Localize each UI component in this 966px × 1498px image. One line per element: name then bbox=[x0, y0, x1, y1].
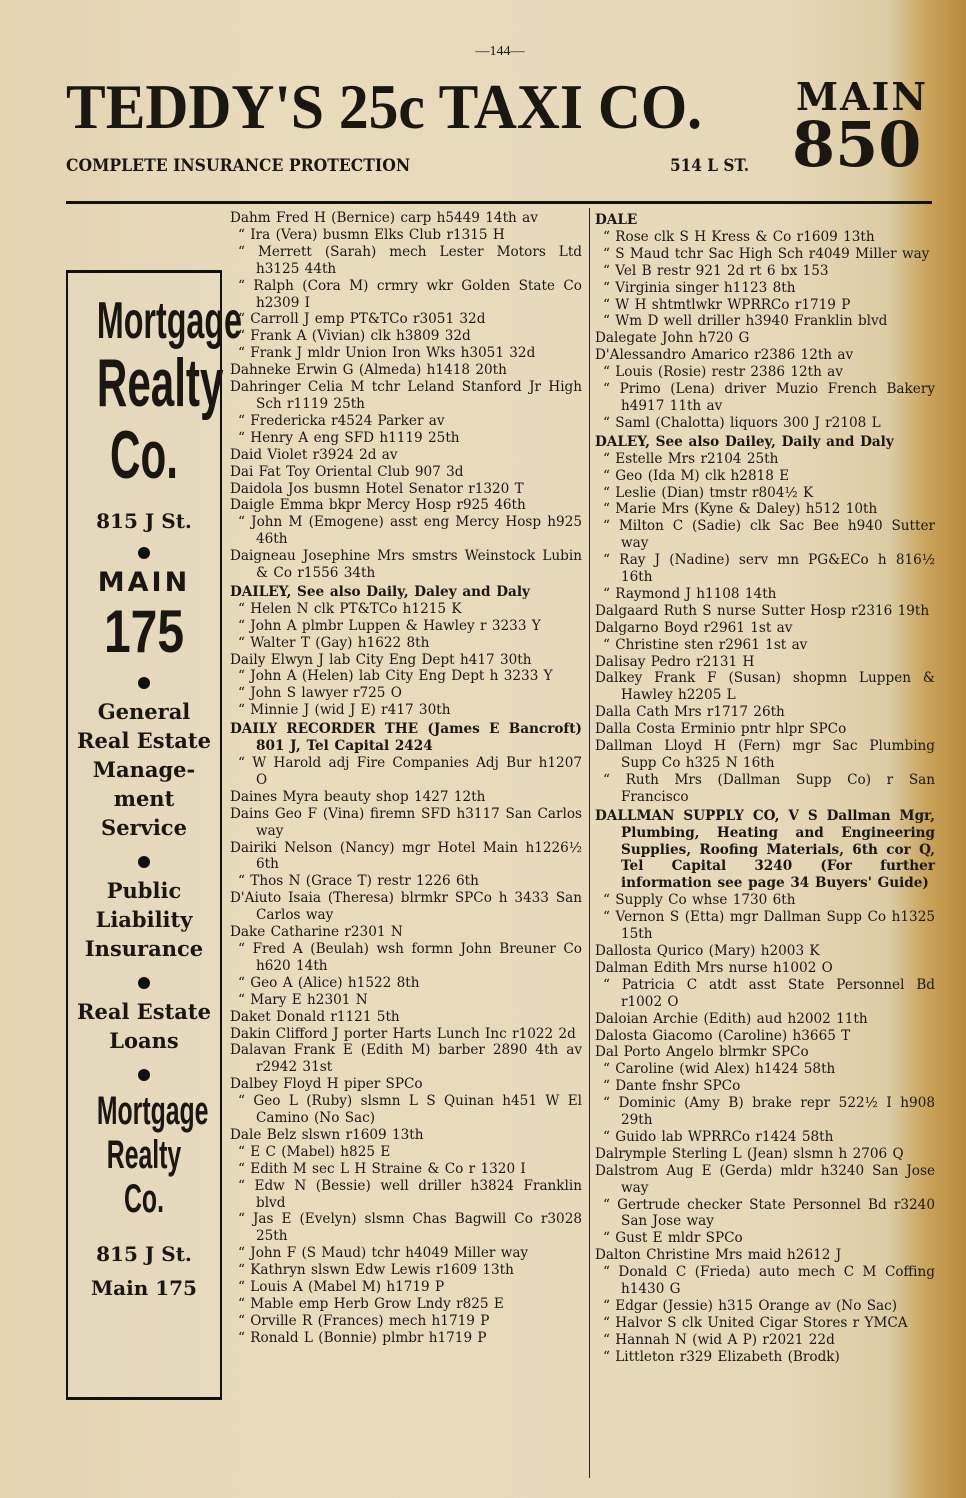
directory-subentry: “ Geo (Ida M) clk h2818 E bbox=[595, 468, 935, 485]
directory-subentry: “ John M (Emogene) asst eng Mercy Hosp h925 46th bbox=[230, 514, 582, 548]
directory-entry: Dal Porto Angelo blrmkr SPCo bbox=[595, 1044, 809, 1061]
ad-company-line3: Co. bbox=[110, 417, 178, 493]
directory-entry: Dairiki Nelson (Nancy) mgr Hotel Main h1226½ 6th bbox=[230, 839, 582, 873]
directory-entry: Dallosta Qurico (Mary) h2003 K bbox=[595, 942, 820, 959]
banner-phone-exchange: MAIN bbox=[796, 74, 929, 119]
directory-subentry: “ Ruth Mrs (Dallman Supp Co) r San Francisco bbox=[595, 772, 935, 806]
directory-entry: Dahneke Erwin G (Almeda) h1418 20th bbox=[230, 362, 507, 379]
directory-entry: Daloian Archie (Edith) aud h2002 11th bbox=[595, 1010, 868, 1027]
ad-footer-address: 815 J St. bbox=[96, 1242, 192, 1266]
directory-entry: Dalisay Pedro r2131 H bbox=[595, 653, 755, 670]
directory-entry: Dalstrom Aug E (Gerda) mldr h3240 San Jose way bbox=[595, 1162, 935, 1196]
directory-subentry: “ Supply Co whse 1730 6th bbox=[595, 892, 935, 909]
directory-subentry: “ Edgar (Jessie) h315 Orange av (No Sac) bbox=[595, 1298, 935, 1315]
banner-phone-number: 850 bbox=[792, 108, 922, 181]
directory-subentry: “ Wm D well driller h3940 Franklin blvd bbox=[595, 313, 935, 330]
directory-entry: D'Alessandro Amarico r2386 12th av bbox=[595, 347, 854, 364]
directory-subentry: “ John S lawyer r725 O bbox=[230, 685, 582, 702]
directory-subentry: “ Marie Mrs (Kyne & Daley) h512 10th bbox=[595, 501, 935, 518]
directory-subentry: “ Guido lab WPRRCo r1424 58th bbox=[595, 1129, 935, 1146]
directory-subentry: “ Hannah N (wid A P) r2021 22d bbox=[595, 1332, 935, 1349]
directory-subentry: “ Ralph (Cora M) crmry wkr Golden State Co h2309 I bbox=[230, 278, 582, 312]
ad-footer-contact bbox=[68, 1237, 220, 1305]
ad-service-line: ment bbox=[113, 786, 175, 811]
directory-subentry: “ S Maud tchr Sac High Sch r4049 Miller way bbox=[595, 246, 935, 263]
directory-entry: Dalton Christine Mrs maid h2612 J bbox=[595, 1247, 842, 1264]
directory-entry: Daigneau Josephine Mrs smstrs Weinstock Lubin & Co r1556 34th bbox=[230, 548, 582, 582]
directory-entry: Dahm Fred H (Bernice) carp h5449 14th av bbox=[230, 210, 538, 226]
directory-entry: Dalla Cath Mrs r1717 26th bbox=[595, 704, 785, 721]
directory-entry: Daidola Jos busmn Hotel Senator r1320 T bbox=[230, 480, 524, 497]
ad-footer-line2: Realty bbox=[106, 1133, 182, 1177]
banner-address: 514 L ST. bbox=[670, 156, 750, 176]
directory-heading: DALE bbox=[595, 212, 638, 228]
directory-entry: Dai Fat Toy Oriental Club 907 3d bbox=[230, 463, 464, 480]
directory-entry: Daigle Emma bkpr Mercy Hosp r925 46th bbox=[230, 497, 526, 514]
bullet-icon bbox=[138, 1069, 150, 1081]
directory-entry: Dalgarno Boyd r2961 1st av bbox=[595, 619, 793, 636]
ad-service-line: Service bbox=[101, 815, 187, 840]
directory-subentry: “ Kathryn slswn Edw Lewis r1609 13th bbox=[230, 1262, 582, 1279]
directory-subentry: “ Walter T (Gay) h1622 8th bbox=[230, 635, 582, 652]
directory-subentry: “ Louis (Rosie) restr 2386 12th av bbox=[595, 364, 935, 381]
directory-subentry: “ Minnie J (wid J E) r417 30th bbox=[230, 702, 582, 719]
directory-subentry: “ Littleton r329 Elizabeth (Brodk) bbox=[595, 1349, 935, 1366]
directory-entry: Dalegate John h720 G bbox=[595, 330, 750, 347]
ad-service-line: Real Estate bbox=[77, 728, 211, 753]
header-rule bbox=[66, 201, 932, 204]
directory-entry: Dalgaard Ruth S nurse Sutter Hosp r2316 19th bbox=[595, 602, 930, 619]
directory-column-left bbox=[230, 210, 582, 1347]
directory-subentry: “ John A (Helen) lab City Eng Dept h 3233 Y bbox=[230, 668, 582, 685]
ad-phone-exchange: MAIN bbox=[97, 567, 191, 598]
directory-heading: DAILEY, See also Daily, Daley and Daly bbox=[230, 583, 530, 600]
ad-phone-number: 175 bbox=[103, 598, 185, 665]
directory-subentry: “ Primo (Lena) driver Muzio French Bakery h4917 11th av bbox=[595, 381, 935, 415]
directory-subentry: “ Mary E h2301 N bbox=[230, 992, 582, 1009]
ad-service-loans bbox=[68, 997, 220, 1055]
directory-subentry: “ Edw N (Bessie) well driller h3824 Franklin blvd bbox=[230, 1178, 582, 1212]
bullet-icon bbox=[138, 856, 150, 868]
directory-entry: Daket Donald r1121 5th bbox=[230, 1008, 400, 1025]
ad-company-line2: Realty bbox=[96, 345, 224, 421]
bullet-icon bbox=[138, 677, 150, 689]
directory-subentry: “ Geo L (Ruby) slsmn L S Quinan h451 W El Camino (No Sac) bbox=[230, 1093, 582, 1127]
ad-service-line: Loans bbox=[109, 1028, 179, 1053]
directory-subentry: “ Rose clk S H Kress & Co r1609 13th bbox=[595, 229, 935, 246]
ad-service-line: General bbox=[97, 699, 191, 724]
directory-subentry: “ Merrett (Sarah) mech Lester Motors Ltd h3125 44th bbox=[230, 244, 582, 278]
directory-entry: Dale Belz slswn r1609 13th bbox=[230, 1126, 424, 1143]
ad-service-management bbox=[68, 697, 220, 842]
banner-subtitle: COMPLETE INSURANCE PROTECTION bbox=[66, 156, 411, 176]
directory-subentry: “ Ira (Vera) busmn Elks Club r1315 H bbox=[230, 227, 582, 244]
directory-subentry: “ John F (S Maud) tchr h4049 Miller way bbox=[230, 1245, 582, 1262]
directory-subentry: “ Caroline (wid Alex) h1424 58th bbox=[595, 1061, 935, 1078]
ad-service-line: Real Estate bbox=[77, 999, 211, 1024]
ad-service-insurance bbox=[68, 876, 220, 963]
directory-subentry: “ Fred A (Beulah) wsh formn John Breuner Co h620 14th bbox=[230, 941, 582, 975]
ad-footer-line3: Co. bbox=[124, 1177, 164, 1221]
directory-subentry: “ Raymond J h1108 14th bbox=[595, 586, 935, 603]
directory-subentry: “ Thos N (Grace T) restr 1226 6th bbox=[230, 873, 582, 890]
directory-subentry: “ Frank J mldr Union Iron Wks h3051 32d bbox=[230, 345, 582, 362]
ad-service-line: Manage- bbox=[92, 757, 196, 782]
directory-subentry: “ Vel B restr 921 2d rt 6 bx 153 bbox=[595, 263, 935, 280]
directory-heading: DALLMAN SUPPLY CO, V S Dallman Mgr, Plumbing, Heating and Engineering Supplies, Roofing Materials, 6th cor Q, Tel Capital 3240 (For further information see page 34 Buyers' Guide) bbox=[595, 807, 935, 892]
ad-service-line: Public bbox=[106, 878, 182, 903]
page-number: —144— bbox=[475, 44, 525, 59]
directory-subentry: “ Louis A (Mabel M) h1719 P bbox=[230, 1279, 582, 1296]
directory-entry: Dains Geo F (Vina) firemn SFD h3117 San Carlos way bbox=[230, 805, 582, 839]
directory-entry: Dake Catharine r2301 N bbox=[230, 924, 403, 941]
column-divider bbox=[589, 208, 590, 1478]
directory-subentry: “ Dante fnshr SPCo bbox=[595, 1078, 935, 1095]
bullet-icon bbox=[138, 977, 150, 989]
directory-subentry: “ Estelle Mrs r2104 25th bbox=[595, 451, 935, 468]
ad-footer-phone: Main 175 bbox=[91, 1276, 197, 1300]
directory-entry: Dalla Costa Erminio pntr hlpr SPCo bbox=[595, 721, 847, 738]
ad-service-line: Liability bbox=[95, 907, 193, 932]
directory-entry: Dalavan Frank E (Edith M) barber 2890 4th av r2942 31st bbox=[230, 1042, 582, 1076]
directory-entry: Dahringer Celia M tchr Leland Stanford Jr High Sch r1119 25th bbox=[230, 379, 582, 412]
directory-entry: Dakin Clifford J porter Harts Lunch Inc r1022 2d bbox=[230, 1025, 576, 1042]
sidebar-advertisement bbox=[66, 270, 242, 1400]
directory-subentry: “ Milton C (Sadie) clk Sac Bee h940 Sutter way bbox=[595, 518, 935, 552]
banner-title: TEDDY'S 25c TAXI CO. bbox=[66, 71, 703, 142]
directory-subentry: “ Ray J (Nadine) serv mn PG&ECo h 816½ 16th bbox=[595, 552, 935, 586]
directory-subentry: “ Gust E mldr SPCo bbox=[595, 1230, 935, 1247]
directory-subentry: “ Halvor S clk United Cigar Stores r YMCA bbox=[595, 1315, 935, 1332]
directory-subentry: “ Carroll J emp PT&TCo r3051 32d bbox=[230, 311, 582, 328]
directory-subentry: “ Vernon S (Etta) mgr Dallman Supp Co h1325 15th bbox=[595, 909, 935, 943]
ad-company-line1: Mortgage bbox=[96, 292, 242, 350]
directory-subentry: “ Edith M sec L H Straine & Co r 1320 I bbox=[230, 1161, 582, 1178]
directory-entry: D'Aiuto Isaia (Theresa) blrmkr SPCo h 3433 San Carlos way bbox=[230, 890, 582, 924]
ad-address: 815 J St. bbox=[96, 509, 192, 533]
directory-entry: Daines Myra beauty shop 1427 12th bbox=[230, 788, 486, 805]
directory-subentry: “ Jas E (Evelyn) slsmn Chas Bagwill Co r3028 25th bbox=[230, 1211, 582, 1245]
directory-subentry: “ John A plmbr Luppen & Hawley r 3233 Y bbox=[230, 618, 582, 635]
ad-service-line: Insurance bbox=[84, 936, 204, 961]
directory-subentry: “ Fredericka r4524 Parker av bbox=[230, 413, 582, 430]
directory-entry: Daily Elwyn J lab City Eng Dept h417 30th bbox=[230, 651, 532, 668]
directory-subentry: “ Henry A eng SFD h1119 25th bbox=[230, 430, 582, 447]
directory-subentry: “ W Harold adj Fire Companies Adj Bur h1207 O bbox=[230, 755, 582, 789]
directory-subentry: “ Mable emp Herb Grow Lndy r825 E bbox=[230, 1296, 582, 1313]
directory-subentry: “ Donald C (Frieda) auto mech C M Coffing h1430 G bbox=[595, 1264, 935, 1298]
directory-entry: Dalman Edith Mrs nurse h1002 O bbox=[595, 959, 833, 976]
directory-subentry: “ Dominic (Amy B) brake repr 522½ I h908 29th bbox=[595, 1095, 935, 1129]
directory-subentry: “ Gertrude checker State Personnel Bd r3240 San Jose way bbox=[595, 1197, 935, 1231]
ad-footer-line1: Mortgage bbox=[96, 1089, 209, 1133]
directory-subentry: “ E C (Mabel) h825 E bbox=[230, 1144, 582, 1161]
directory-entry: Dalkey Frank F (Susan) shopmn Luppen & Hawley h2205 L bbox=[595, 670, 935, 704]
directory-subentry: “ Orville R (Frances) mech h1719 P bbox=[230, 1313, 582, 1330]
directory-entry: Daid Violet r3924 2d av bbox=[230, 446, 398, 463]
directory-subentry: “ Helen N clk PT&TCo h1215 K bbox=[230, 601, 582, 618]
directory-subentry: “ Christine sten r2961 1st av bbox=[595, 637, 935, 654]
directory-subentry: “ Frank A (Vivian) clk h3809 32d bbox=[230, 328, 582, 345]
directory-heading: DAILY RECORDER THE (James E Bancroft) 801 J, Tel Capital 2424 bbox=[230, 721, 582, 755]
directory-column-right bbox=[595, 210, 935, 1366]
directory-subentry: “ Patricia C atdt asst State Personnel Bd r1002 O bbox=[595, 977, 935, 1011]
directory-subentry: “ Saml (Chalotta) liquors 300 J r2108 L bbox=[595, 415, 935, 432]
directory-entry: Dalosta Giacomo (Caroline) h3665 T bbox=[595, 1027, 851, 1044]
directory-entry: Dalrymple Sterling L (Jean) slsmn h 2706 Q bbox=[595, 1145, 904, 1162]
directory-entry: Dalbey Floyd H piper SPCo bbox=[230, 1076, 423, 1093]
directory-subentry: “ Virginia singer h1123 8th bbox=[595, 280, 935, 297]
directory-subentry: “ Leslie (Dian) tmstr r804½ K bbox=[595, 485, 935, 502]
directory-heading: DALEY, See also Dailey, Daily and Daly bbox=[595, 433, 894, 450]
bullet-icon bbox=[138, 547, 150, 559]
directory-subentry: “ Geo A (Alice) h1522 8th bbox=[230, 975, 582, 992]
directory-subentry: “ Ronald L (Bonnie) plmbr h1719 P bbox=[230, 1330, 582, 1347]
directory-entry: Dallman Lloyd H (Fern) mgr Sac Plumbing Supp Co h325 N 16th bbox=[595, 738, 935, 771]
directory-subentry: “ W H shtmtlwkr WPRRCo r1719 P bbox=[595, 297, 935, 314]
